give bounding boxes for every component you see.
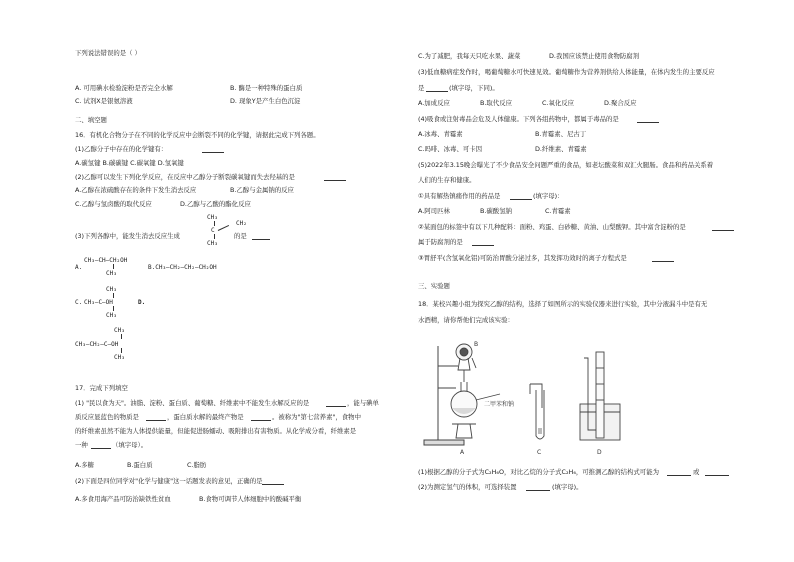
q17-part5-sub3: ③胃舒平(含氢氧化铝)可防治胃酸分泌过多，其发挥功效时的离子方程式是 — [418, 254, 627, 262]
bond-line — [113, 293, 114, 298]
answer-blank[interactable] — [262, 484, 284, 485]
q17-line2-tail: 。被称为"第七营养素"，食物中 — [272, 413, 361, 421]
q16-part2-option-b: B.乙醇与金属钠的反应 — [230, 186, 294, 194]
option-b: B. 酶是一种特殊的蛋白质 — [230, 84, 303, 92]
formula-a-main: CH₃—CH—CH₂OH — [84, 257, 128, 264]
formula-c-label: C. — [75, 299, 83, 306]
q16-part1: (1)乙醇分子中存在的化学键有： — [75, 145, 168, 153]
q17-part2: (2)下面是四位同学对"化学与健康"这一话题发表的意见，正确的是 — [75, 477, 263, 485]
q17-line2-mid: ，蛋白质水解的最终产物是 — [167, 413, 244, 421]
section-heading-2: 二、填空题 — [75, 116, 107, 124]
answer-blank[interactable] — [472, 245, 494, 246]
label-a: A — [460, 449, 465, 456]
formula-target-ch3-bottom: CH₃ — [207, 240, 218, 247]
q17-part5-sub1: ①具有解热镇痛作用的药品是 — [418, 192, 501, 200]
bond-line — [121, 348, 122, 353]
q17-line1-tail: ，能与碘单 — [347, 399, 379, 407]
q17-part5-sub2-line2: 属于防腐剂的是 — [418, 238, 463, 246]
reaction-option-a: A.加成反应 — [418, 99, 450, 107]
q16-part2: (2)乙醇可以发生下列化学反应，在反应中乙醇分子断裂碳氧键而失去羟基的是 — [75, 173, 295, 181]
apparatus-flask — [451, 382, 500, 417]
formula-c-main: CH₃—C—OH — [84, 299, 113, 306]
q17-part5-sub2: ②某面包的标签中有以下几种配料：面粉、鸡蛋、白砂糖、黄油、山梨酸钾。其中富含淀粉的是 — [418, 223, 686, 231]
reaction-option-b: B.取代反应 — [480, 99, 512, 107]
answer-blank[interactable] — [251, 420, 271, 421]
medicine-option-b: B.碳酸氢钠 — [480, 207, 512, 215]
q16-intro: 16．有机化合物分子在不同的化学反应中会断裂不同的化学键，请据此完成下列各题。 — [75, 131, 320, 139]
answer-blank[interactable] — [91, 448, 111, 449]
q17-line2: 质反应显蓝色的物质是 — [75, 413, 139, 421]
formula-a-sub: CH₃ — [106, 270, 117, 277]
bond-line — [113, 306, 114, 311]
right-option-d: D.我国应该禁止使用食物防腐剂 — [549, 52, 640, 60]
q16-part1-options: A.碳氢键 B.碳碳键 C.碳氧键 D.氢氧键 — [75, 159, 184, 167]
answer-blank[interactable] — [146, 420, 166, 421]
q17-part5-line1: (5)2022年3.15晚会曝光了不少食品安全问题严重的食品，如老坛酸菜和双汇火腿肠。食品和药品关系着 — [418, 161, 714, 169]
answer-blank[interactable] — [652, 261, 674, 262]
answer-blank[interactable] — [667, 475, 691, 476]
answer-blank[interactable] — [526, 490, 550, 491]
medicine-option-c: C.青霉素 — [545, 207, 571, 215]
bond-line — [214, 221, 215, 226]
reaction-option-d: D.聚合反应 — [604, 99, 637, 107]
formula-d-label: D. — [138, 299, 146, 306]
bond-line — [214, 234, 215, 239]
q17-title: 17．完成下列填空 — [75, 384, 128, 392]
answer-blank[interactable] — [510, 199, 532, 200]
q18-part1: (1)根据乙醇的分子式为C₂H₆O，对比乙烷的分子式C₂H₆，可推测乙醇的结构式可能为 — [418, 468, 659, 476]
drug-option-b: B.青霉素、尼古丁 — [535, 130, 587, 138]
answer-blank[interactable] — [326, 406, 346, 407]
q17-part3-line1: (3)低血糖病症发作时，喝葡萄糖水可快速见效。葡萄糖作为营养剂供给人体能量，在体内发生的主要反应 — [418, 68, 715, 76]
question-stem: 下列说法错误的是（ ） — [75, 49, 141, 57]
drug-option-c: C.吗啡、冰毒、可卡因 — [418, 145, 483, 153]
q18-part1-or: 或 — [693, 468, 700, 476]
drug-option-d: D.纤维素、青霉素 — [535, 145, 587, 153]
bond-line — [218, 225, 229, 231]
q18-part2-tail: (填字母)。 — [552, 483, 583, 491]
option-a: A. 可用碘水检验淀粉是否完全水解 — [75, 84, 173, 92]
q18-part2: (2)为测定氢气的体积，可选择装置 — [418, 483, 517, 491]
q16-part2-option-a: A.乙醇在浓硫酸存在的条件下发生消去反应 — [75, 186, 197, 194]
formula-c-sub: CH₃ — [106, 312, 117, 319]
q17-option-b: B.蛋白质 — [127, 461, 153, 469]
apparatus-d-trough — [580, 352, 620, 440]
reaction-option-c: C.氧化反应 — [542, 99, 575, 107]
formula-d-sub: CH₃ — [114, 354, 125, 361]
q17-part4: (4)吸食或注射毒品会危及人体健康。下列各组药物中，都属于毒品的是 — [418, 115, 619, 123]
answer-blank[interactable] — [252, 239, 270, 240]
q16-part3-tail: 的是 — [234, 232, 247, 240]
answer-blank[interactable] — [426, 91, 448, 92]
apparatus-b-funnel — [456, 344, 476, 382]
apparatus-figure — [418, 328, 658, 456]
answer-blank[interactable] — [202, 152, 224, 153]
drug-option-a: A.冰毒、青霉素 — [418, 130, 463, 138]
q17-part2-option-a: A.多食用海产品可防治缺铁性贫血 — [75, 495, 171, 503]
answer-blank[interactable] — [637, 122, 659, 123]
right-option-c: C.为了减肥，我每天只吃水果、蔬菜 — [418, 52, 521, 60]
answer-blank[interactable] — [324, 180, 346, 181]
bond-line — [113, 264, 114, 269]
q17-option-c: C.脂肪 — [187, 461, 207, 469]
apparatus-c-tube — [530, 384, 544, 439]
q17-line4: 一种 — [75, 441, 88, 449]
q17-line3: 的纤维素虽然不能为人体提供能量，但能促进肠蠕动、吸附排出有害物质。从化学成分看，纤维素是 — [75, 427, 357, 435]
option-c: C. 试剂X是银氨溶液 — [75, 97, 133, 105]
formula-b: B.CH₃—CH₂—CH₂—CH₂OH — [148, 264, 217, 271]
label-d: D — [597, 449, 602, 456]
q17-part5-sub1-tail: (填字母)： — [533, 192, 564, 200]
formula-c-top: CH₃ — [106, 286, 117, 293]
label-b: B — [474, 341, 479, 348]
formula-a-label: A. — [75, 264, 83, 271]
q17-line1: (1) "民以食为天"。油脂、淀粉、蛋白质、葡萄糖、纤维素中不能发生水解反应的是 — [75, 399, 310, 407]
bond-line — [121, 334, 122, 339]
formula-target-ch2: CH₂ — [236, 220, 247, 227]
q16-part2-option-c: C.乙醇与氢卤酸的取代反应 — [75, 200, 152, 208]
formula-d-main: CH₃—CH₂—C—OH — [75, 341, 119, 348]
option-d: D. 现象Y是产生白色沉淀 — [230, 97, 301, 105]
q17-part2-option-b: B.食物可调节人体细胞中的酸碱平衡 — [199, 495, 302, 503]
label-c: C — [537, 449, 542, 456]
q17-line4-tail: （填字母）。 — [112, 441, 148, 449]
answer-blank[interactable] — [712, 230, 734, 231]
q17-part5-line2: 人们的生存和健康。 — [418, 176, 476, 184]
formula-target-c: C — [211, 227, 215, 234]
medicine-option-a: A.阿司匹林 — [418, 207, 450, 215]
q16-part3: (3)下列各醇中，能发生消去反应生成 — [75, 232, 180, 240]
answer-blank[interactable] — [705, 475, 729, 476]
q17-part3-line2-tail: (填字母，下同)。 — [449, 84, 499, 92]
formula-d-top: CH₃ — [114, 327, 125, 334]
q16-part2-option-d: D.乙醇与乙酸的酯化反应 — [180, 200, 251, 208]
flask-label: 二甲苯和钠 — [484, 401, 515, 408]
formula-target-ch3-top: CH₃ — [207, 214, 218, 221]
apparatus-burner — [452, 424, 476, 438]
section-heading-3: 三、实验题 — [418, 282, 450, 290]
q17-part3-line2: 是 — [418, 84, 425, 92]
q18-line2: 水酒精，请你帮他们完成该实验： — [418, 316, 514, 324]
q17-option-a: A.多糖 — [75, 461, 95, 469]
q18-line1: 18．某校兴趣小组为探究乙醇的结构，选择了如图所示的实验仪器来进行实验，其中分液漏斗中是有无 — [418, 300, 708, 308]
